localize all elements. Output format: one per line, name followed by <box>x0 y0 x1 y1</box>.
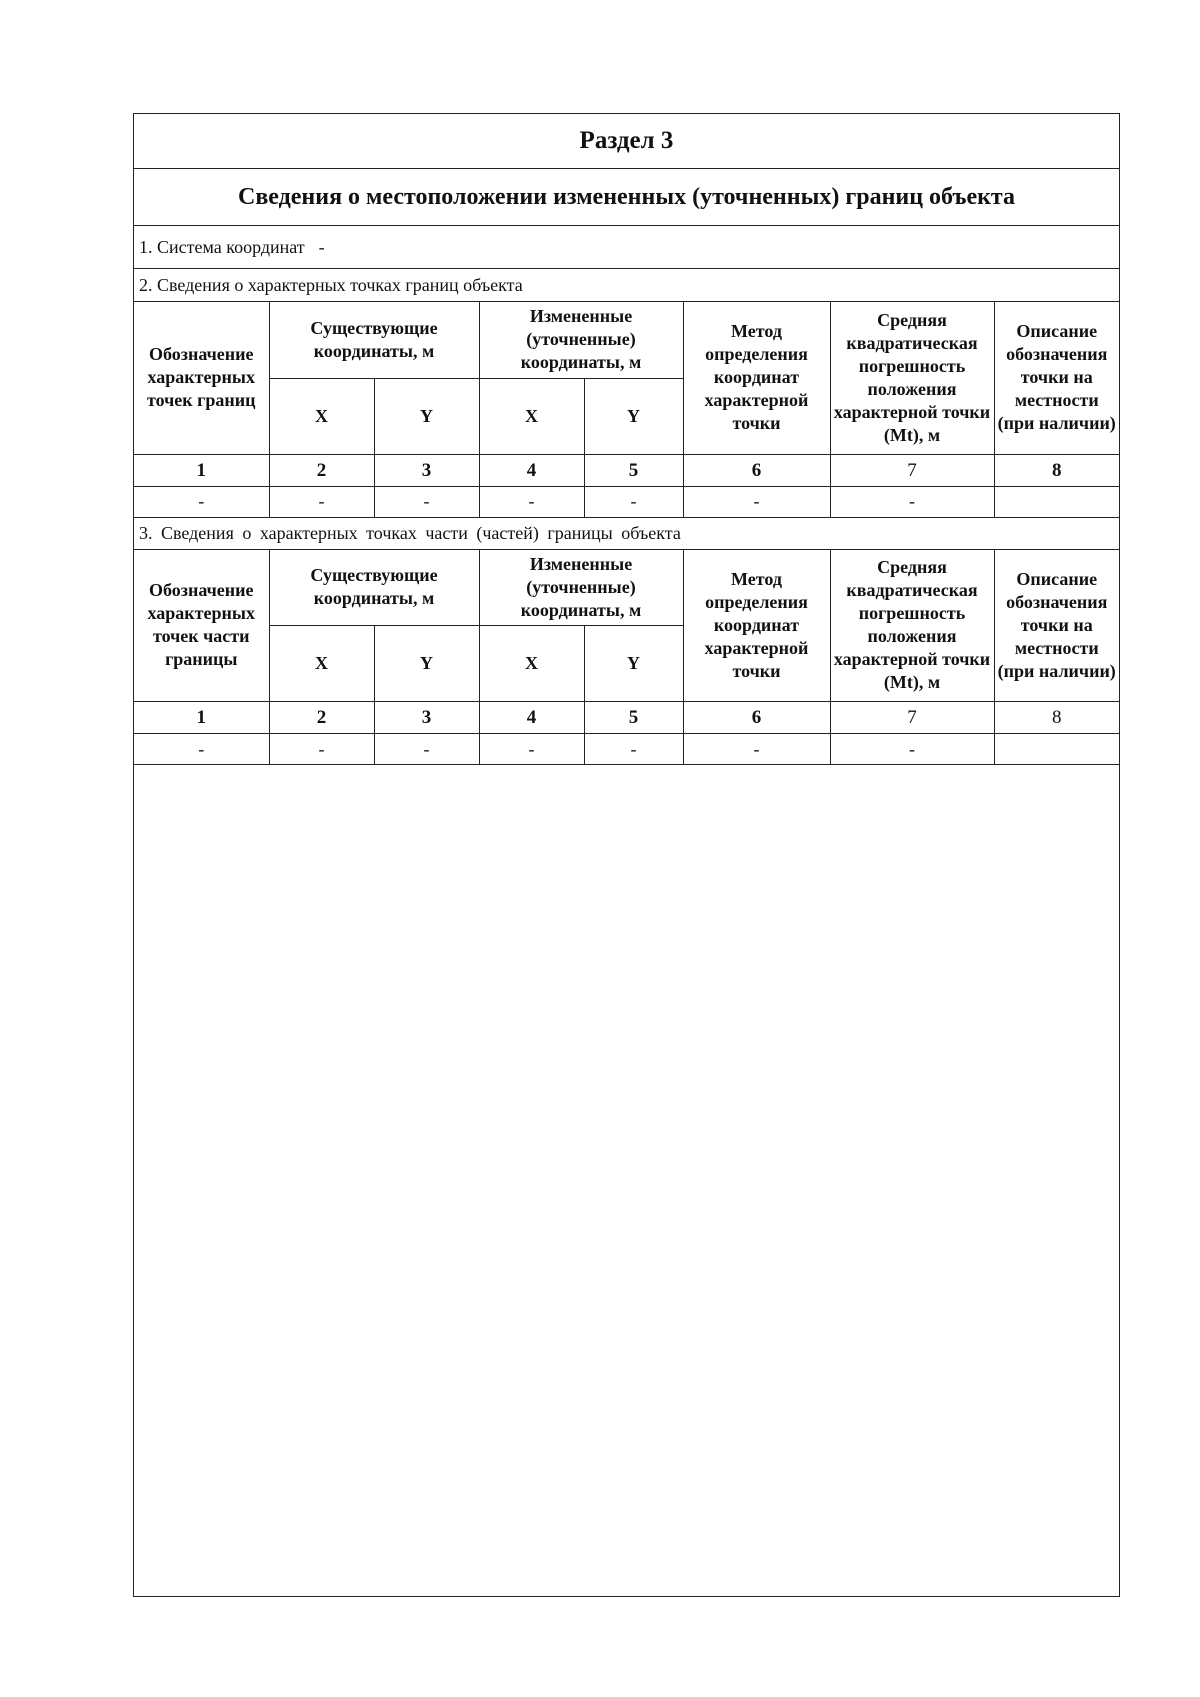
table2-header-existing-x: X <box>269 626 374 702</box>
table1-caption: 2. Сведения о характерных точках границ объекта <box>134 269 1119 302</box>
table2-header-changed: Измененные (уточненные) координаты, м <box>479 550 683 626</box>
section-subtitle: Сведения о местоположении измененных (уточненных) границ объекта <box>134 169 1119 226</box>
table1-colnum: 2 <box>269 454 374 486</box>
table2-cell: - <box>830 734 994 765</box>
table2-header-designation: Обозначение характерных точек части границы <box>134 550 269 702</box>
table2-header-description: Описание обозначения точки на местности (при наличии) <box>994 550 1119 702</box>
table2-colnum: 4 <box>479 702 584 734</box>
table2-header-error: Средняя квадратическая погрешность положения характерной точки (Mt), м <box>830 550 994 702</box>
table2-header-changed-x: X <box>479 626 584 702</box>
coord-system-value: - <box>318 236 325 257</box>
table1-cell: - <box>830 486 994 517</box>
table2 <box>134 550 1119 766</box>
table2-colnum: 6 <box>683 702 830 734</box>
table1-colnum: 4 <box>479 454 584 486</box>
table1-header-existing-x: X <box>269 378 374 454</box>
table1-cell: - <box>683 486 830 517</box>
table1-colnum: 8 <box>994 454 1119 486</box>
table1-header-designation: Обозначение характерных точек границ <box>134 302 269 454</box>
table-row <box>134 486 1119 517</box>
table1-colnum: 6 <box>683 454 830 486</box>
table1-header-method: Метод определения координат характерной точки <box>683 302 830 454</box>
table2-cell: - <box>683 734 830 765</box>
table2-cell <box>994 734 1119 765</box>
table2-colnum: 2 <box>269 702 374 734</box>
section-title: Раздел 3 <box>134 114 1119 169</box>
table1-header-existing-y: Y <box>374 378 479 454</box>
table2-header-existing: Существующие координаты, м <box>269 550 479 626</box>
table2-cell: - <box>134 734 269 765</box>
table2-colnum: 1 <box>134 702 269 734</box>
table1-cell: - <box>269 486 374 517</box>
table1-cell: - <box>479 486 584 517</box>
table1-header-description: Описание обозначения точки на местности (при наличии) <box>994 302 1119 454</box>
table1-cell: - <box>134 486 269 517</box>
table1-column-numbers <box>134 454 1119 486</box>
table1-header-error: Средняя квадратическая погрешность положения характерной точки (Mt), м <box>830 302 994 454</box>
table2-header-existing-y: Y <box>374 626 479 702</box>
table2-header-changed-y: Y <box>584 626 683 702</box>
table1-cell <box>994 486 1119 517</box>
table2-colnum: 7 <box>830 702 994 734</box>
table2-colnum: 5 <box>584 702 683 734</box>
table1-header-changed-x: X <box>479 378 584 454</box>
table2-colnum: 8 <box>994 702 1119 734</box>
table2-cell: - <box>584 734 683 765</box>
table1-cell: - <box>584 486 683 517</box>
table1-header-existing: Существующие координаты, м <box>269 302 479 378</box>
table2-cell: - <box>269 734 374 765</box>
table1-cell: - <box>374 486 479 517</box>
table1-colnum: 7 <box>830 454 994 486</box>
table2-caption: 3. Сведения о характерных точках части (частей) границы объекта <box>134 518 1119 550</box>
table-row <box>134 734 1119 765</box>
table1 <box>134 302 1119 518</box>
table2-cell: - <box>479 734 584 765</box>
document-frame <box>133 113 1120 1597</box>
table1-header-changed: Измененные (уточненные) координаты, м <box>479 302 683 378</box>
table2-column-numbers <box>134 702 1119 734</box>
table1-colnum: 3 <box>374 454 479 486</box>
coord-system-row <box>134 226 1119 269</box>
table2-cell: - <box>374 734 479 765</box>
table2-header-method: Метод определения координат характерной точки <box>683 550 830 702</box>
coord-system-label: 1. Система координат <box>139 236 305 257</box>
table1-colnum: 5 <box>584 454 683 486</box>
table1-colnum: 1 <box>134 454 269 486</box>
table1-header-changed-y: Y <box>584 378 683 454</box>
table2-colnum: 3 <box>374 702 479 734</box>
